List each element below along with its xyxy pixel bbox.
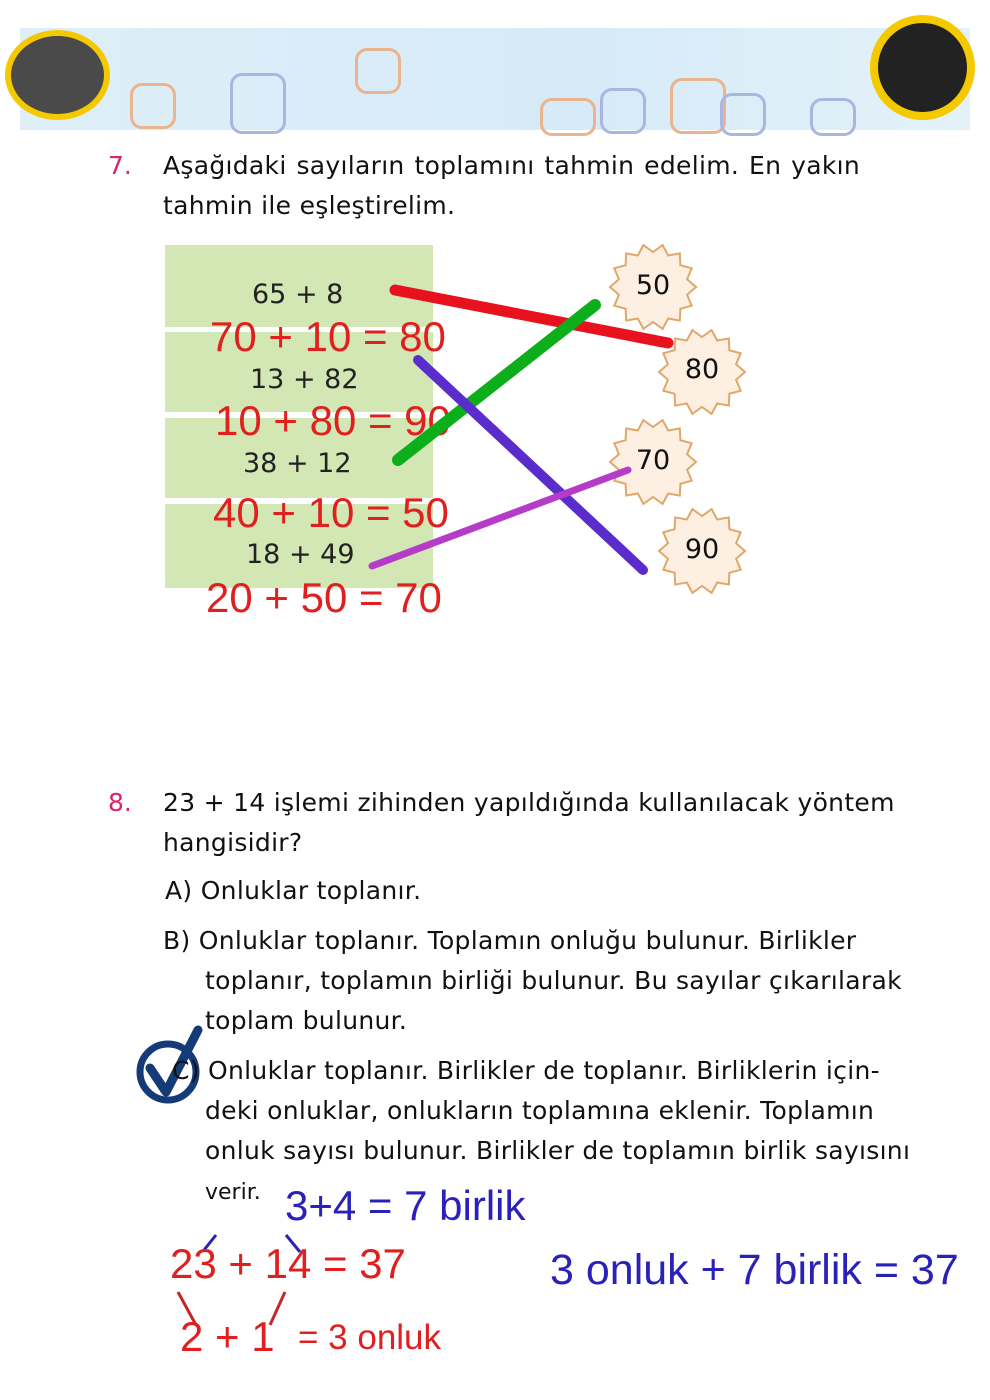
option-c-line: verir. xyxy=(205,1180,261,1205)
option-c-line: onluk sayısı bulunur. Birlikler de toplamın birlik sayısını xyxy=(205,1136,911,1165)
question-8-text-line1: 23 + 14 işlemi zihinden yapıldığında kullanılacak yöntem xyxy=(163,788,895,817)
option-a[interactable]: A) Onluklar toplanır. xyxy=(165,876,422,905)
estimate-answer: 70 + 10 = 80 xyxy=(210,313,446,360)
ones-sum: 3+4 = 7 birlik xyxy=(285,1182,526,1229)
option-c-line: deki onluklar, onlukların toplamına eklenir. Toplamın xyxy=(205,1096,875,1125)
option-b-line: toplanır, toplamın birliği bulunur. Bu sayılar çıkarılarak xyxy=(205,966,902,995)
tens-result: = 3 onluk xyxy=(298,1318,442,1357)
question-7-text-line1: Aşağıdaki sayıların toplamını tahmin edelim. En yakın xyxy=(163,151,860,180)
option-c-line[interactable]: C) Onluklar toplanır. Birlikler de toplanır. Birliklerin için- xyxy=(172,1056,880,1085)
question-8-number: 8. xyxy=(108,788,132,817)
sum-expression: 65 + 8 xyxy=(252,279,344,310)
option-b-line[interactable]: B) Onluklar toplanır. Toplamın onluğu bulunur. Birlikler xyxy=(163,926,857,955)
final-result: 3 onluk + 7 birlik = 37 xyxy=(550,1246,959,1294)
estimate-answer: 10 + 80 = 90 xyxy=(215,397,451,444)
estimate-badge-90: 90 xyxy=(684,534,720,565)
sum-expression: 13 + 82 xyxy=(250,364,359,395)
estimate-answer: 20 + 50 = 70 xyxy=(206,574,442,621)
question-7-text-line2: tahmin ile eşleştirelim. xyxy=(163,191,456,220)
sum-expression: 18 + 49 xyxy=(246,539,355,570)
tens-sum: 2 + 1 xyxy=(180,1313,275,1360)
estimate-badge-50: 50 xyxy=(635,270,671,301)
estimate-badge-80: 80 xyxy=(684,354,720,385)
estimate-badge-70: 70 xyxy=(635,445,671,476)
main-equation: 23 + 14 = 37 xyxy=(170,1240,406,1287)
sum-expression: 38 + 12 xyxy=(243,448,352,479)
question-8-text-line2: hangisidir? xyxy=(163,828,303,857)
question-7-number: 7. xyxy=(108,151,132,180)
option-b-line: toplam bulunur. xyxy=(205,1006,408,1035)
estimate-answer: 40 + 10 = 50 xyxy=(213,489,449,536)
